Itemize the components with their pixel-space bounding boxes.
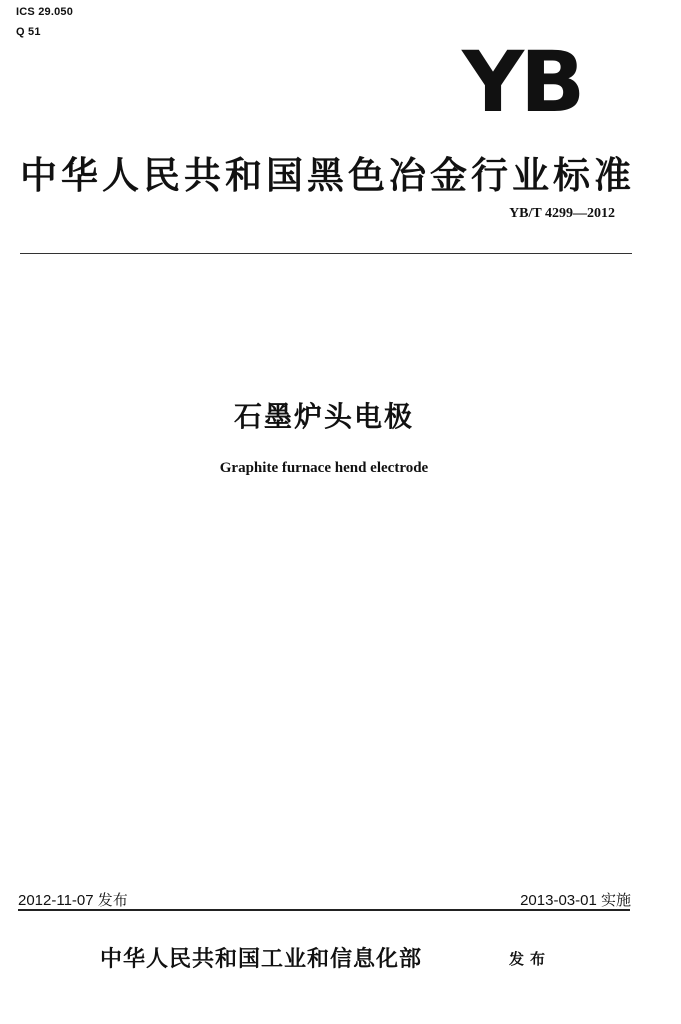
publish-label: 发布 bbox=[509, 950, 552, 968]
publisher-name: 中华人民共和国工业和信息化部 bbox=[100, 946, 423, 972]
yb-logo: YB bbox=[462, 33, 582, 131]
implementation-date: 2013-03-01 实施 bbox=[520, 892, 631, 909]
document-title-en: Graphite furnace hend electrode bbox=[219, 460, 429, 476]
industry-standard-title: 中华人民共和国黑色冶金行业标准 bbox=[20, 154, 635, 197]
ccs-code: Q 51 bbox=[16, 26, 41, 38]
top-divider bbox=[20, 253, 632, 254]
bottom-divider bbox=[18, 909, 630, 911]
standard-number: YB/T 4299—2012 bbox=[509, 206, 615, 221]
ics-code: ICS 29.050 bbox=[16, 6, 74, 18]
document-title-cn: 石墨炉头电极 bbox=[233, 400, 414, 433]
issue-date: 2012-11-07 发布 bbox=[18, 892, 128, 909]
